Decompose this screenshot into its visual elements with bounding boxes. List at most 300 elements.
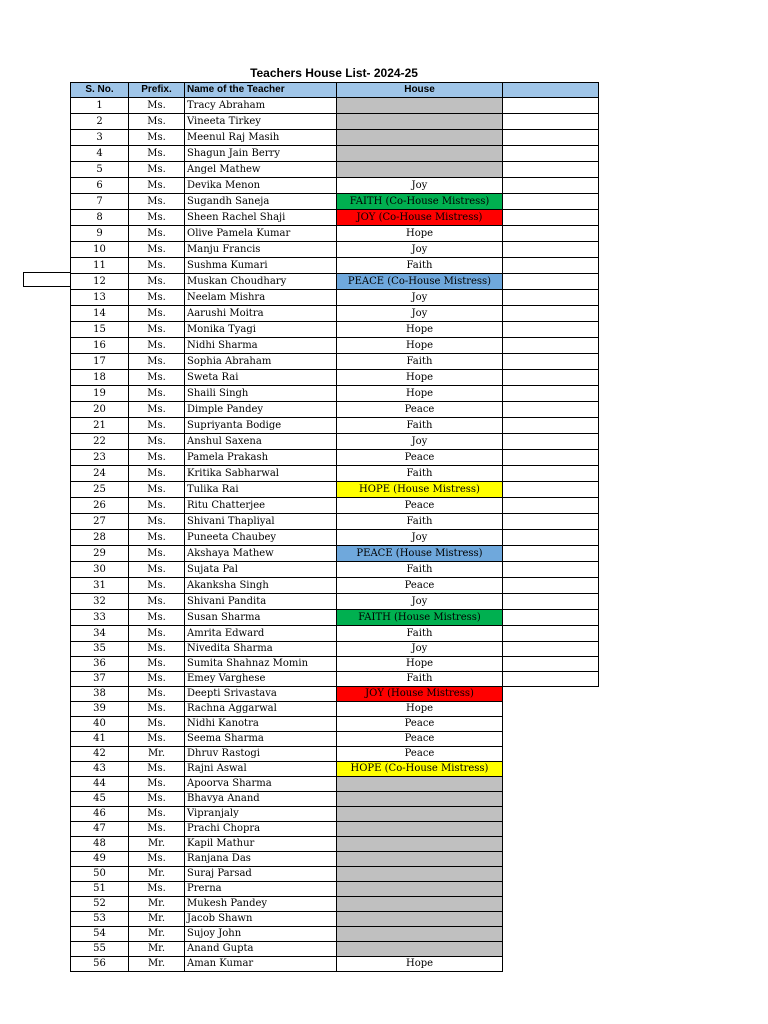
cell-prefix[interactable]: Ms. (129, 594, 185, 610)
row-marker-line (23, 272, 70, 287)
cell-prefix[interactable]: Ms. (129, 687, 185, 702)
table-row (71, 626, 599, 642)
cell-prefix[interactable]: Ms. (129, 274, 185, 290)
cell-name[interactable]: Sujata Pal (185, 562, 337, 578)
cell-prefix[interactable]: Mr. (129, 747, 185, 762)
cell-name[interactable]: Prerna (185, 882, 337, 897)
cell-house[interactable]: PEACE (House Mistress) (337, 546, 503, 562)
cell-prefix[interactable]: Ms. (129, 370, 185, 386)
table-row (71, 290, 599, 306)
cell-name[interactable]: Jacob Shawn (185, 912, 337, 927)
cell-name[interactable]: Nidhi Kanotra (185, 717, 337, 732)
cell-extra[interactable] (503, 482, 599, 498)
table-row (71, 418, 599, 434)
cell-house[interactable] (337, 792, 503, 807)
cell-sno[interactable]: 27 (71, 514, 129, 530)
table-row (71, 210, 599, 226)
cell-sno[interactable]: 3 (71, 130, 129, 146)
cell-extra[interactable] (503, 418, 599, 434)
cell-prefix[interactable]: Ms. (129, 498, 185, 514)
cell-house[interactable]: Faith (337, 354, 503, 370)
cell-prefix[interactable]: Mr. (129, 927, 185, 942)
cell-extra[interactable] (503, 370, 599, 386)
cell-extra (503, 927, 599, 942)
cell-sno[interactable]: 37 (71, 672, 129, 687)
cell-sno[interactable]: 26 (71, 498, 129, 514)
cell-prefix[interactable]: Ms. (129, 434, 185, 450)
cell-extra[interactable] (503, 434, 599, 450)
cell-prefix[interactable]: Ms. (129, 530, 185, 546)
cell-extra (503, 897, 599, 912)
table-row (71, 114, 599, 130)
cell-name[interactable]: Devika Menon (185, 178, 337, 194)
table-row (71, 274, 599, 290)
table-row (71, 747, 599, 762)
cell-prefix[interactable]: Ms. (129, 306, 185, 322)
cell-extra[interactable] (503, 450, 599, 466)
cell-prefix[interactable]: Ms. (129, 210, 185, 226)
cell-extra[interactable] (503, 290, 599, 306)
cell-house[interactable]: Peace (337, 732, 503, 747)
cell-prefix[interactable]: Ms. (129, 777, 185, 792)
cell-extra[interactable] (503, 642, 599, 657)
cell-house[interactable] (337, 114, 503, 130)
teachers-house-table (70, 82, 599, 972)
cell-name[interactable]: Ritu Chatterjee (185, 498, 337, 514)
cell-extra[interactable] (503, 578, 599, 594)
cell-extra[interactable] (503, 466, 599, 482)
cell-house[interactable] (337, 807, 503, 822)
table-row (71, 657, 599, 672)
cell-house[interactable]: Hope (337, 322, 503, 338)
cell-prefix[interactable]: Ms. (129, 98, 185, 114)
cell-name[interactable]: Ranjana Das (185, 852, 337, 867)
cell-sno[interactable]: 53 (71, 912, 129, 927)
cell-house[interactable]: Hope (337, 338, 503, 354)
cell-extra[interactable] (503, 530, 599, 546)
cell-sno[interactable]: 4 (71, 146, 129, 162)
cell-name[interactable]: Meenul Raj Masih (185, 130, 337, 146)
cell-house[interactable]: PEACE (Co-House Mistress) (337, 274, 503, 290)
cell-name[interactable]: Angel Mathew (185, 162, 337, 178)
cell-prefix[interactable]: Ms. (129, 226, 185, 242)
cell-name[interactable]: Vineeta Tirkey (185, 114, 337, 130)
cell-extra[interactable] (503, 114, 599, 130)
cell-prefix[interactable]: Mr. (129, 837, 185, 852)
cell-name[interactable]: Rajni Aswal (185, 762, 337, 777)
cell-prefix[interactable]: Ms. (129, 610, 185, 626)
cell-name[interactable]: Akshaya Mathew (185, 546, 337, 562)
cell-name[interactable]: Sheen Rachel Shaji (185, 210, 337, 226)
cell-name[interactable]: Monika Tyagi (185, 322, 337, 338)
cell-prefix[interactable]: Mr. (129, 942, 185, 957)
table-row (71, 98, 599, 114)
cell-name[interactable]: Puneeta Chaubey (185, 530, 337, 546)
cell-sno[interactable]: 23 (71, 450, 129, 466)
cell-name[interactable]: Muskan Choudhary (185, 274, 337, 290)
cell-prefix[interactable]: Ms. (129, 242, 185, 258)
cell-house[interactable]: FAITH (Co-House Mistress) (337, 194, 503, 210)
header-extra[interactable] (503, 83, 599, 98)
cell-name[interactable]: Olive Pamela Kumar (185, 226, 337, 242)
table-row (71, 434, 599, 450)
table-row (71, 610, 599, 626)
cell-house[interactable]: Joy (337, 178, 503, 194)
cell-house[interactable] (337, 146, 503, 162)
cell-prefix[interactable]: Ms. (129, 258, 185, 274)
cell-name[interactable]: Deepti Srivastava (185, 687, 337, 702)
table-row (71, 732, 599, 747)
cell-extra[interactable] (503, 194, 599, 210)
cell-extra[interactable] (503, 626, 599, 642)
cell-prefix[interactable]: Ms. (129, 194, 185, 210)
cell-name[interactable]: Anshul Saxena (185, 434, 337, 450)
cell-extra[interactable] (503, 610, 599, 626)
cell-prefix[interactable]: Ms. (129, 466, 185, 482)
cell-house[interactable] (337, 837, 503, 852)
cell-prefix[interactable]: Mr. (129, 897, 185, 912)
cell-prefix[interactable]: Mr. (129, 867, 185, 882)
cell-name[interactable]: Nivedita Sharma (185, 642, 337, 657)
cell-prefix[interactable]: Ms. (129, 162, 185, 178)
cell-prefix[interactable]: Ms. (129, 807, 185, 822)
cell-sno[interactable]: 39 (71, 702, 129, 717)
cell-sno[interactable]: 24 (71, 466, 129, 482)
cell-sno[interactable]: 40 (71, 717, 129, 732)
cell-sno[interactable]: 32 (71, 594, 129, 610)
cell-name[interactable]: Sushma Kumari (185, 258, 337, 274)
cell-prefix[interactable]: Ms. (129, 114, 185, 130)
cell-extra[interactable] (503, 258, 599, 274)
cell-prefix[interactable]: Ms. (129, 322, 185, 338)
cell-prefix[interactable]: Ms. (129, 338, 185, 354)
cell-extra[interactable] (503, 98, 599, 114)
cell-prefix[interactable]: Ms. (129, 672, 185, 687)
cell-house[interactable]: FAITH (House Mistress) (337, 610, 503, 626)
cell-sno[interactable]: 10 (71, 242, 129, 258)
header-name[interactable]: Name of the Teacher (185, 83, 337, 98)
cell-sno[interactable]: 19 (71, 386, 129, 402)
cell-name[interactable]: Susan Sharma (185, 610, 337, 626)
cell-name[interactable]: Dhruv Rastogi (185, 747, 337, 762)
cell-name[interactable]: Neelam Mishra (185, 290, 337, 306)
cell-extra (503, 762, 599, 777)
cell-sno[interactable]: 50 (71, 867, 129, 882)
cell-prefix[interactable]: Ms. (129, 354, 185, 370)
cell-house[interactable] (337, 897, 503, 912)
cell-name[interactable]: Tracy Abraham (185, 98, 337, 114)
table-row (71, 402, 599, 418)
table-body (71, 98, 599, 972)
table-row (71, 912, 599, 927)
cell-house[interactable] (337, 942, 503, 957)
table-row (71, 897, 599, 912)
cell-sno[interactable]: 7 (71, 194, 129, 210)
cell-house[interactable] (337, 130, 503, 146)
cell-prefix[interactable]: Ms. (129, 514, 185, 530)
cell-sno[interactable]: 15 (71, 322, 129, 338)
cell-house[interactable] (337, 852, 503, 867)
cell-house[interactable] (337, 98, 503, 114)
cell-house[interactable]: Hope (337, 957, 503, 972)
cell-name[interactable]: Shivani Pandita (185, 594, 337, 610)
cell-sno[interactable]: 44 (71, 777, 129, 792)
cell-extra[interactable] (503, 242, 599, 258)
cell-extra[interactable] (503, 498, 599, 514)
cell-extra[interactable] (503, 562, 599, 578)
cell-prefix[interactable]: Ms. (129, 702, 185, 717)
cell-name[interactable]: Rachna Aggarwal (185, 702, 337, 717)
cell-prefix[interactable]: Ms. (129, 546, 185, 562)
cell-house[interactable]: Faith (337, 626, 503, 642)
cell-prefix[interactable]: Ms. (129, 717, 185, 732)
cell-prefix[interactable]: Ms. (129, 626, 185, 642)
cell-extra[interactable] (503, 146, 599, 162)
cell-prefix[interactable]: Ms. (129, 657, 185, 672)
cell-name[interactable]: Tulika Rai (185, 482, 337, 498)
cell-name[interactable]: Emey Varghese (185, 672, 337, 687)
cell-sno[interactable]: 36 (71, 657, 129, 672)
cell-house[interactable]: Hope (337, 386, 503, 402)
cell-name[interactable]: Sweta Rai (185, 370, 337, 386)
table-row (71, 882, 599, 897)
cell-name[interactable]: Sujoy John (185, 927, 337, 942)
table-row (71, 498, 599, 514)
cell-name[interactable]: Aarushi Moitra (185, 306, 337, 322)
cell-sno[interactable]: 20 (71, 402, 129, 418)
cell-house[interactable] (337, 927, 503, 942)
cell-extra (503, 882, 599, 897)
cell-sno[interactable]: 51 (71, 882, 129, 897)
cell-house[interactable] (337, 912, 503, 927)
cell-house[interactable] (337, 162, 503, 178)
cell-sno[interactable]: 1 (71, 98, 129, 114)
cell-sno[interactable]: 35 (71, 642, 129, 657)
cell-name[interactable]: Mukesh Pandey (185, 897, 337, 912)
cell-house[interactable]: Faith (337, 514, 503, 530)
cell-sno[interactable]: 42 (71, 747, 129, 762)
cell-name[interactable]: Amrita Edward (185, 626, 337, 642)
cell-sno[interactable]: 46 (71, 807, 129, 822)
cell-prefix[interactable]: Mr. (129, 912, 185, 927)
cell-sno[interactable]: 8 (71, 210, 129, 226)
cell-name[interactable]: Seema Sharma (185, 732, 337, 747)
cell-house[interactable]: HOPE (House Mistress) (337, 482, 503, 498)
cell-name[interactable]: Suraj Parsad (185, 867, 337, 882)
cell-house[interactable] (337, 822, 503, 837)
cell-prefix[interactable]: Ms. (129, 642, 185, 657)
cell-house[interactable]: Joy (337, 530, 503, 546)
header-row (71, 83, 599, 98)
cell-house[interactable]: HOPE (Co-House Mistress) (337, 762, 503, 777)
cell-house[interactable]: Joy (337, 594, 503, 610)
cell-extra[interactable] (503, 178, 599, 194)
cell-extra[interactable] (503, 594, 599, 610)
cell-sno[interactable]: 41 (71, 732, 129, 747)
cell-sno[interactable]: 47 (71, 822, 129, 837)
cell-house[interactable]: Hope (337, 226, 503, 242)
header-sno[interactable]: S. No. (71, 83, 129, 98)
sheet-title: Teachers House List- 2024-25 (250, 66, 418, 80)
header-house[interactable]: House (337, 83, 503, 98)
cell-extra[interactable] (503, 672, 599, 687)
cell-prefix[interactable]: Ms. (129, 290, 185, 306)
cell-name[interactable]: Aman Kumar (185, 957, 337, 972)
cell-name[interactable]: Dimple Pandey (185, 402, 337, 418)
cell-house[interactable] (337, 777, 503, 792)
cell-sno[interactable]: 2 (71, 114, 129, 130)
cell-name[interactable]: Shagun Jain Berry (185, 146, 337, 162)
cell-name[interactable]: Sumita Shahnaz Momin (185, 657, 337, 672)
cell-extra[interactable] (503, 386, 599, 402)
cell-extra[interactable] (503, 402, 599, 418)
cell-prefix[interactable]: Ms. (129, 482, 185, 498)
table-row (71, 762, 599, 777)
cell-house[interactable]: Peace (337, 498, 503, 514)
cell-prefix[interactable]: Ms. (129, 146, 185, 162)
cell-sno[interactable]: 9 (71, 226, 129, 242)
cell-house[interactable]: Faith (337, 672, 503, 687)
cell-extra[interactable] (503, 514, 599, 530)
table-row (71, 450, 599, 466)
cell-sno[interactable]: 43 (71, 762, 129, 777)
cell-name[interactable]: Supriyanta Bodige (185, 418, 337, 434)
cell-sno[interactable]: 33 (71, 610, 129, 626)
cell-prefix[interactable]: Ms. (129, 562, 185, 578)
cell-sno[interactable]: 11 (71, 258, 129, 274)
cell-prefix[interactable]: Ms. (129, 792, 185, 807)
table-row (71, 927, 599, 942)
cell-sno[interactable]: 16 (71, 338, 129, 354)
cell-sno[interactable]: 38 (71, 687, 129, 702)
cell-prefix[interactable]: Ms. (129, 418, 185, 434)
cell-extra[interactable] (503, 338, 599, 354)
cell-sno[interactable]: 55 (71, 942, 129, 957)
cell-extra[interactable] (503, 546, 599, 562)
cell-sno[interactable]: 54 (71, 927, 129, 942)
cell-name[interactable]: Vipranjaly (185, 807, 337, 822)
cell-extra[interactable] (503, 306, 599, 322)
header-prefix[interactable]: Prefix. (129, 83, 185, 98)
cell-sno[interactable]: 6 (71, 178, 129, 194)
cell-house[interactable]: Joy (337, 306, 503, 322)
cell-prefix[interactable]: Ms. (129, 130, 185, 146)
cell-name[interactable]: Nidhi Sharma (185, 338, 337, 354)
cell-sno[interactable]: 34 (71, 626, 129, 642)
cell-sno[interactable]: 5 (71, 162, 129, 178)
cell-name[interactable]: Shaili Singh (185, 386, 337, 402)
cell-sno[interactable]: 31 (71, 578, 129, 594)
cell-extra[interactable] (503, 274, 599, 290)
cell-sno[interactable]: 14 (71, 306, 129, 322)
cell-prefix[interactable]: Ms. (129, 450, 185, 466)
cell-house[interactable]: Joy (337, 434, 503, 450)
cell-sno[interactable]: 17 (71, 354, 129, 370)
cell-house[interactable]: Peace (337, 717, 503, 732)
cell-name[interactable]: Shivani Thapliyal (185, 514, 337, 530)
cell-prefix[interactable]: Ms. (129, 882, 185, 897)
cell-house[interactable] (337, 882, 503, 897)
cell-house[interactable]: Hope (337, 657, 503, 672)
cell-house[interactable]: Joy (337, 642, 503, 657)
cell-prefix[interactable]: Ms. (129, 762, 185, 777)
cell-name[interactable]: Akanksha Singh (185, 578, 337, 594)
cell-name[interactable]: Apoorva Sharma (185, 777, 337, 792)
cell-house[interactable]: Peace (337, 747, 503, 762)
table-row (71, 194, 599, 210)
cell-sno[interactable]: 28 (71, 530, 129, 546)
cell-sno[interactable]: 49 (71, 852, 129, 867)
cell-name[interactable]: Manju Francis (185, 242, 337, 258)
cell-house[interactable]: Faith (337, 418, 503, 434)
cell-prefix[interactable]: Ms. (129, 178, 185, 194)
table-row (71, 466, 599, 482)
cell-sno[interactable]: 25 (71, 482, 129, 498)
cell-house[interactable]: Faith (337, 258, 503, 274)
cell-extra[interactable] (503, 210, 599, 226)
cell-prefix[interactable]: Mr. (129, 957, 185, 972)
cell-sno[interactable]: 12 (71, 274, 129, 290)
cell-extra[interactable] (503, 162, 599, 178)
cell-name[interactable]: Bhavya Anand (185, 792, 337, 807)
cell-sno[interactable]: 22 (71, 434, 129, 450)
cell-house[interactable] (337, 867, 503, 882)
cell-prefix[interactable]: Ms. (129, 578, 185, 594)
cell-name[interactable]: Kritika Sabharwal (185, 466, 337, 482)
cell-prefix[interactable]: Ms. (129, 822, 185, 837)
cell-extra (503, 852, 599, 867)
cell-name[interactable]: Anand Gupta (185, 942, 337, 957)
cell-house[interactable]: JOY (House Mistress) (337, 687, 503, 702)
cell-house[interactable]: JOY (Co-House Mistress) (337, 210, 503, 226)
cell-house[interactable]: Joy (337, 290, 503, 306)
cell-house[interactable]: Faith (337, 466, 503, 482)
cell-sno[interactable]: 18 (71, 370, 129, 386)
cell-house[interactable]: Peace (337, 450, 503, 466)
cell-name[interactable]: Pamela Prakash (185, 450, 337, 466)
cell-extra[interactable] (503, 354, 599, 370)
cell-house[interactable]: Peace (337, 578, 503, 594)
cell-sno[interactable]: 56 (71, 957, 129, 972)
cell-house[interactable]: Hope (337, 370, 503, 386)
cell-sno[interactable]: 30 (71, 562, 129, 578)
cell-sno[interactable]: 13 (71, 290, 129, 306)
cell-prefix[interactable]: Ms. (129, 852, 185, 867)
table-row (71, 807, 599, 822)
cell-extra[interactable] (503, 322, 599, 338)
cell-sno[interactable]: 29 (71, 546, 129, 562)
cell-house[interactable]: Faith (337, 562, 503, 578)
cell-name[interactable]: Prachi Chopra (185, 822, 337, 837)
cell-prefix[interactable]: Ms. (129, 732, 185, 747)
cell-house[interactable]: Hope (337, 702, 503, 717)
cell-sno[interactable]: 45 (71, 792, 129, 807)
cell-extra[interactable] (503, 130, 599, 146)
table-row (71, 822, 599, 837)
cell-sno[interactable]: 52 (71, 897, 129, 912)
cell-sno[interactable]: 48 (71, 837, 129, 852)
cell-extra[interactable] (503, 226, 599, 242)
cell-prefix[interactable]: Ms. (129, 402, 185, 418)
cell-name[interactable]: Kapil Mathur (185, 837, 337, 852)
cell-house[interactable]: Joy (337, 242, 503, 258)
cell-extra[interactable] (503, 657, 599, 672)
cell-name[interactable]: Sugandh Saneja (185, 194, 337, 210)
cell-name[interactable]: Sophia Abraham (185, 354, 337, 370)
cell-prefix[interactable]: Ms. (129, 386, 185, 402)
cell-sno[interactable]: 21 (71, 418, 129, 434)
cell-house[interactable]: Peace (337, 402, 503, 418)
